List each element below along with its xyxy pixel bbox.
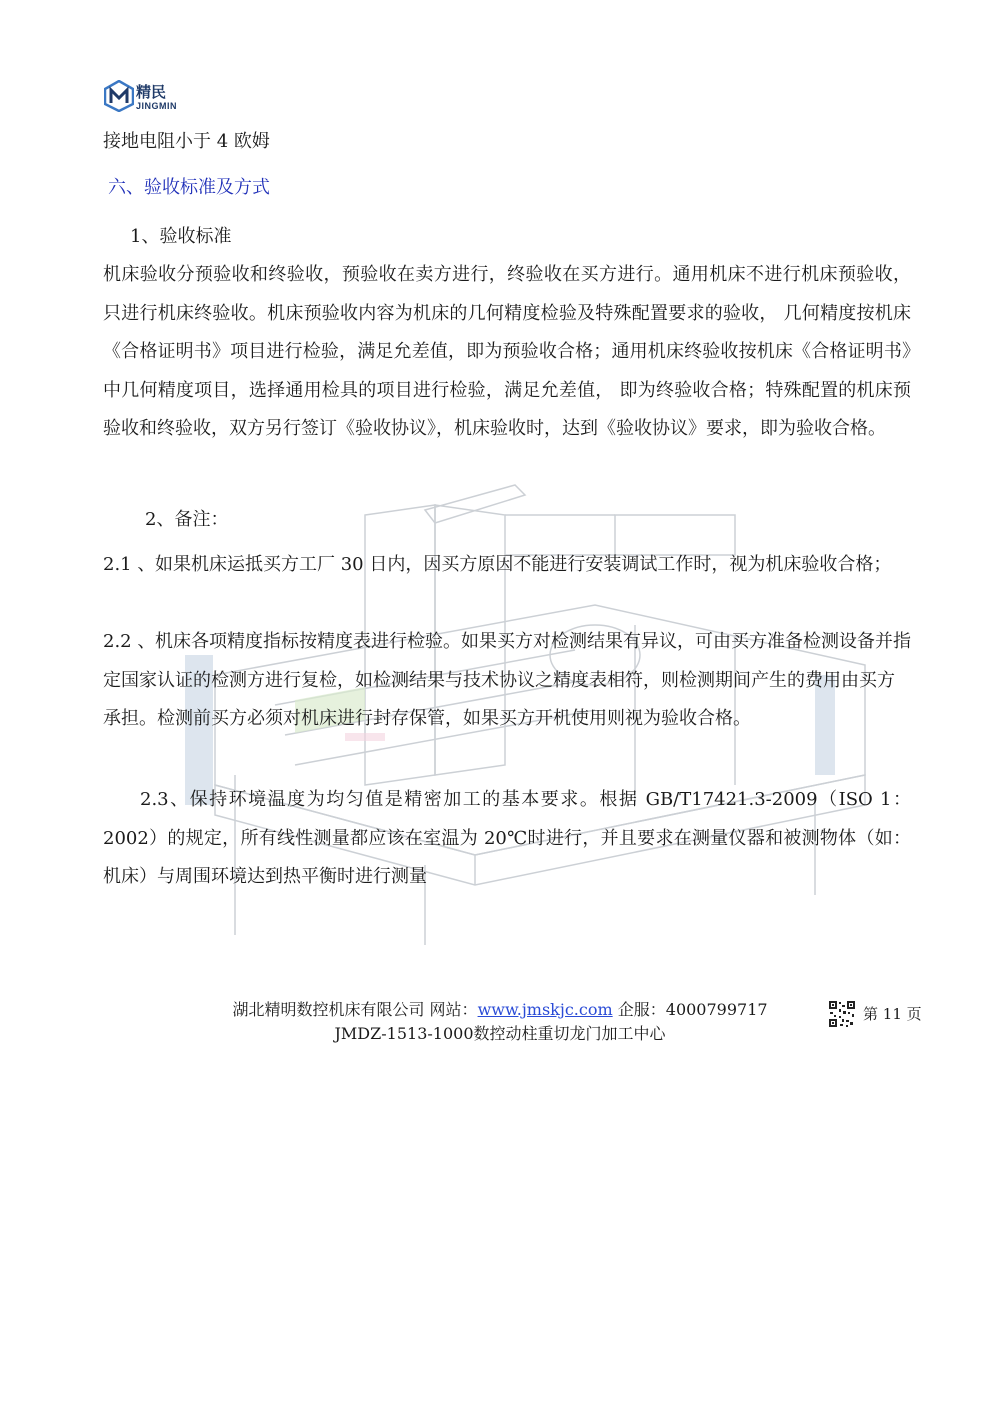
section-title: 六、验收标准及方式	[108, 177, 270, 198]
note-item-2-3: 2.3、保持环境温度为均匀值是精密加工的基本要求。根据 GB/T17421.3-2009（ISO 1：2002）的规定，所有线性测量都应该在室温为 20℃时进行，并且要求在测量仪器和被测物体（如：机床）与周围环境达到热平衡时进行测量	[103, 789, 911, 887]
company-logo	[104, 80, 196, 120]
grounding-requirement: 接地电阻小于 4 欧姆	[103, 131, 270, 152]
note-text: 机床各项精度指标按精度表进行检验。如果买方对检测结果有异议，可由买方准备检测设备并指定国家认证的检测方进行复检，如检测结果与技术协议之精度表相符，则检测期间产生的费用由买方承担。检测前买方必须对机床进行封存保管，如果买方开机使用则视为验收合格。	[103, 631, 911, 729]
note-text: 如果机床运抵买方工厂 30 日内，因买方原因不能进行安装调试工作时，视为机床验收合格；	[155, 554, 892, 575]
page-suffix: 页	[906, 1005, 922, 1023]
footer-service-label: 企服：	[617, 1000, 666, 1019]
subsection-title-notes: 2、备注：	[145, 509, 229, 530]
footer-company: 湖北精明数控机床有限公司	[232, 1000, 425, 1019]
footer-website-label: 网站：	[429, 1000, 478, 1019]
note-item-2-1	[103, 546, 911, 585]
footer-website-link[interactable]: www.jmskjc.com	[477, 1000, 613, 1019]
jingmin-logo-icon	[104, 80, 134, 112]
logo-chinese-text: 精民	[136, 83, 167, 101]
footer-service-phone: 4000799717	[665, 1000, 768, 1019]
logo-english-text: JINGMIN	[136, 101, 178, 111]
note-item-2-2	[103, 623, 911, 739]
subsection-title-acceptance-standard: 1、验收标准	[130, 226, 232, 247]
page-number-value: 11	[882, 1005, 902, 1023]
page-prefix: 第	[863, 1005, 879, 1023]
note-number: 2.2 、	[103, 631, 156, 652]
note-number: 2.1 、	[103, 554, 156, 575]
footer-product-name: JMDZ-1513-1000数控动柱重切龙门加工中心	[334, 1024, 666, 1043]
page-number	[863, 1003, 922, 1024]
acceptance-standard-paragraph: 机床验收分预验收和终验收，预验收在卖方进行，终验收在买方进行。通用机床不进行机床预验收，只进行机床终验收。机床预验收内容为机床的几何精度检验及特殊配置要求的验收， 几何精度按机床《合格证明书》项目进行检验，满足允差值，即为预验收合格；通用机床终验收按机床《合格证明书》中几何精度项目，选择通用检具的项目进行检验，满足允差值， 即为终验收合格；特殊配置的机床预验收和终验收，双方另行签订《验收协议》，机床验收时，达到《验收协议》要求，即为验收合格。	[103, 264, 911, 439]
